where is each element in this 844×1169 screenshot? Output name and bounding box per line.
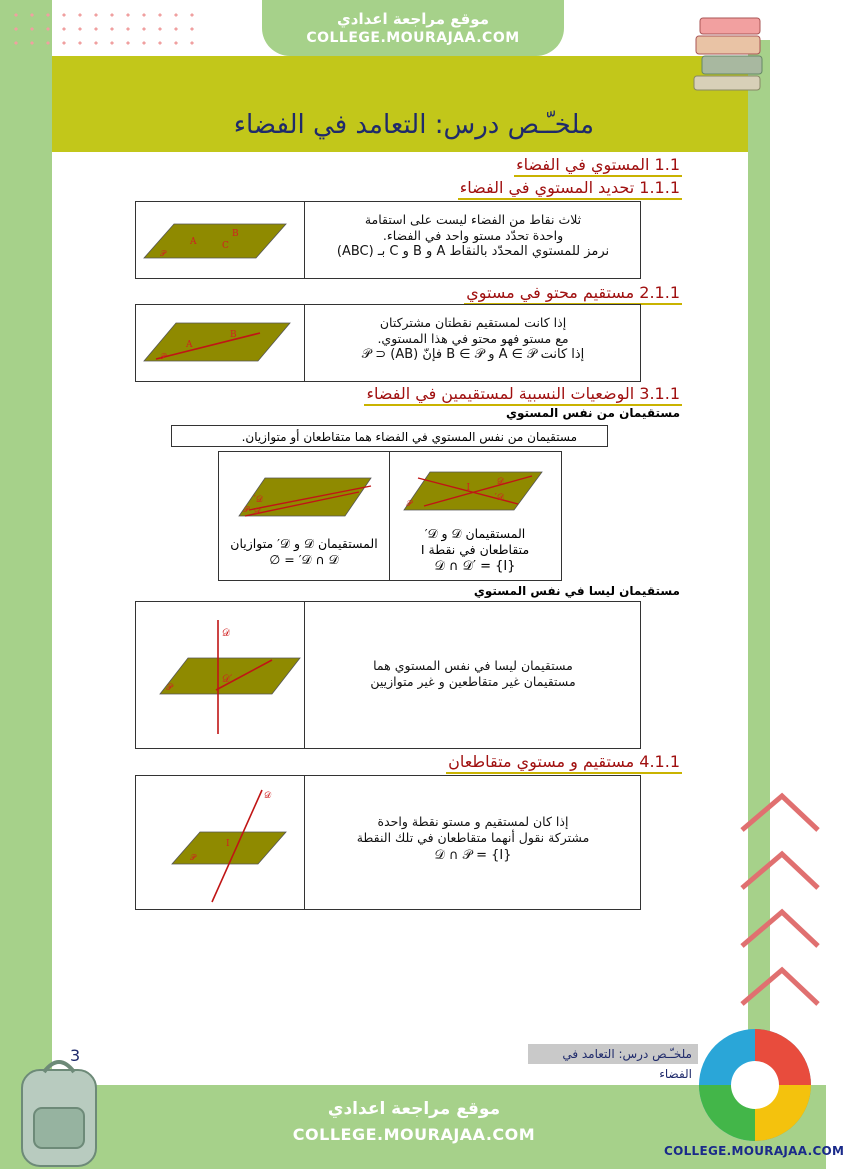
box4-line1: إذا كان لمستقيم و مستو نقطة واحدة bbox=[377, 814, 569, 829]
backpack-icon bbox=[4, 1050, 114, 1169]
site-url: COLLEGE.MOURAJAA.COM bbox=[306, 30, 520, 46]
box-line-in-plane bbox=[135, 304, 641, 382]
box2-line2: مع مستو فهو محتو في هذا المستوي. bbox=[377, 331, 569, 346]
point-i-label: I bbox=[466, 483, 470, 493]
line-dp-label: 𝒟′ bbox=[253, 495, 263, 505]
section-4-1-1: 4.1.1 مستقيم و مستوي متقاطعان bbox=[446, 752, 682, 774]
point-a-label: A bbox=[186, 340, 193, 350]
noncoplanar-subtitle: مستقيمان ليسا في نفس المستوي bbox=[473, 584, 680, 598]
section-3-1-1: 3.1.1 الوضعيات النسبية لمستقيمين في الفضاء bbox=[364, 384, 682, 406]
books-icon bbox=[692, 8, 772, 94]
box4-line2: مشتركة نقول أنهما متقاطعان في تلك النقطة bbox=[356, 830, 590, 845]
box3-line2: مستقيمان غير متقاطعين و غير متوازيين bbox=[370, 674, 576, 689]
line-dp-label: 𝒟′ bbox=[494, 493, 504, 503]
intersecting-line3: 𝒟 ∩ 𝒟′ = {I} bbox=[434, 559, 516, 574]
intersecting-line1: المستقيمان 𝒟 و 𝒟′ bbox=[424, 526, 526, 541]
page-title: ملخـّـص درس: التعامد في الفضاء bbox=[233, 110, 594, 140]
decorative-dots bbox=[8, 8, 198, 54]
coplanar-statement: مستقيمان من نفس المستوي في الفضاء هما متقاطعان أو متوازيان. bbox=[171, 425, 608, 447]
footer-site-url: COLLEGE.MOURAJAA.COM bbox=[292, 1125, 536, 1144]
logo-text: COLLEGE.MOURAJAA.COM bbox=[664, 1144, 844, 1158]
plane-p-label: 𝒫 bbox=[160, 249, 166, 258]
point-i-label: I bbox=[226, 839, 230, 849]
box2-text bbox=[306, 305, 640, 381]
box1-line2: واحدة تحدّد مستو واحد في الفضاء. bbox=[382, 228, 564, 243]
point-b-label: B bbox=[230, 330, 237, 340]
plane-p-label: 𝒫 bbox=[406, 499, 412, 508]
figure-line-plane bbox=[136, 776, 305, 909]
plane-p-label: 𝒫 bbox=[190, 853, 196, 862]
chevron-decoration-icon bbox=[732, 790, 822, 1050]
coplanar-subtitle: مستقيمان من نفس المستوي bbox=[505, 406, 680, 420]
parallel-line2: 𝒟 ∩ 𝒟′ = ∅ bbox=[269, 552, 339, 567]
box1-line1: ثلاث نقاط من الفضاء ليست على استقامة bbox=[364, 212, 582, 227]
parallel-case bbox=[219, 452, 390, 580]
box-skew-lines bbox=[135, 601, 641, 749]
section-1-1-1: 1.1.1 تحديد المستوي في الفضاء bbox=[458, 178, 682, 200]
point-a-label: A bbox=[190, 237, 197, 247]
line-d-label: 𝒟 bbox=[253, 507, 261, 517]
box2-line3: إذا كانت A ∈ 𝒫 و B ∈ 𝒫 فإنّ (AB) ⊂ 𝒫 bbox=[361, 347, 585, 362]
line-d-label: 𝒟 bbox=[222, 628, 230, 639]
section-1-1: 1.1 المستوي في الفضاء bbox=[514, 155, 682, 177]
site-header-tab bbox=[262, 0, 564, 56]
box-line-plane-intersect bbox=[135, 775, 641, 910]
figure-skew-lines bbox=[136, 602, 305, 748]
box-plane-definition bbox=[135, 201, 641, 279]
intersecting-line2: متقاطعان في نقطة I bbox=[420, 542, 530, 557]
point-c-label: C bbox=[222, 241, 229, 251]
line-d-label: 𝒟 bbox=[496, 477, 504, 487]
box3-text bbox=[306, 602, 640, 748]
point-b-label: B bbox=[232, 229, 239, 239]
coplanar-cases bbox=[218, 451, 562, 581]
plane-p-label: 𝒫 bbox=[166, 683, 173, 693]
intersecting-case bbox=[390, 452, 560, 580]
box1-line3: نرمز للمستوي المحدّد بالنقاط A و B و C بـ (ABC) bbox=[336, 244, 610, 259]
box2-line1: إذا كانت لمستقيم نقطتان مشتركتان bbox=[379, 315, 567, 330]
box4-line3: 𝒟 ∩ 𝒫 = {I} bbox=[434, 848, 512, 863]
plane-p-label: 𝒫 bbox=[160, 352, 166, 361]
line-dp-label: 𝒟′ bbox=[222, 674, 233, 685]
plane-p-label: 𝒫 bbox=[243, 505, 249, 514]
left-frame bbox=[0, 0, 52, 1169]
page-number: 3 bbox=[70, 1046, 81, 1065]
parallel-line1: المستقيمان 𝒟 و 𝒟′ متوازيان bbox=[230, 536, 378, 551]
figure-line-in-plane bbox=[136, 305, 305, 381]
site-name: موقع مراجعة اعدادي bbox=[337, 10, 489, 28]
line-d-label: 𝒟 bbox=[264, 791, 272, 801]
box4-text bbox=[306, 776, 640, 909]
logo-wheel-icon bbox=[694, 1024, 816, 1146]
box3-line1: مستقيمان ليسا في نفس المستوي هما bbox=[373, 658, 573, 673]
figure-plane-abc bbox=[136, 202, 305, 278]
footer-site-name: موقع مراجعة اعدادي bbox=[327, 1099, 501, 1119]
box1-text bbox=[306, 202, 640, 278]
section-2-1-1: 2.1.1 مستقيم محتو في مستوي bbox=[464, 283, 682, 305]
site-footer-tab bbox=[270, 1085, 558, 1169]
running-title: ملخـّـص درس: التعامد في الفضاء bbox=[528, 1044, 698, 1064]
